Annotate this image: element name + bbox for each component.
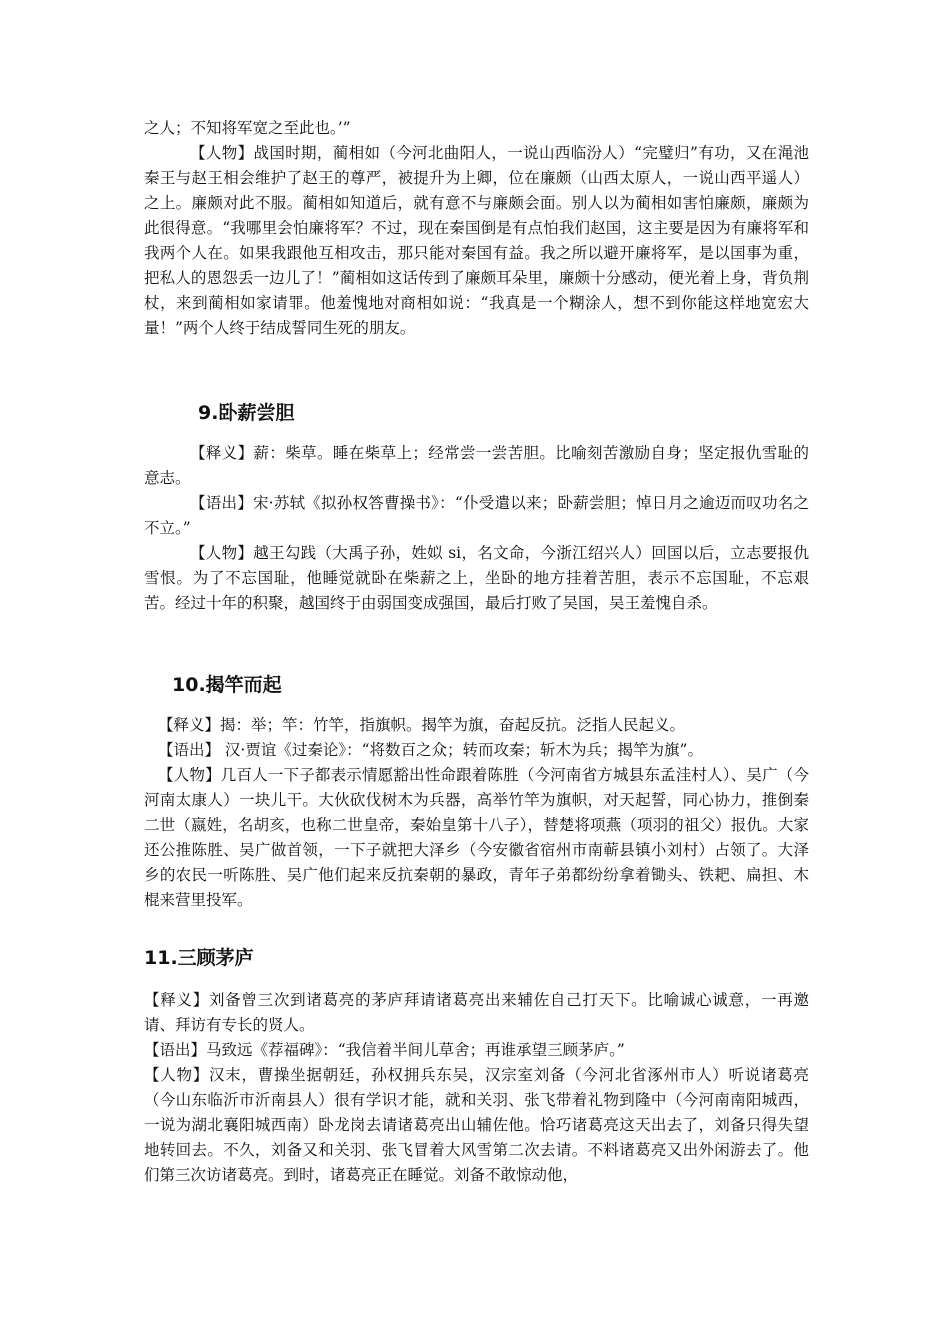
s9-number: 9. — [198, 402, 219, 424]
s11-meaning: 【释义】刘备曾三次到诸葛亮的茅庐拜请诸葛亮出来辅佐自己打天下。比喻诚心诚意，一再邀请、拜访有专长的贤人。 — [144, 991, 809, 1034]
s11-person: 【人物】汉末，曹操坐据朝廷，孙权拥兵东吴，汉宗室刘备（今河北省涿州市人）听说诸葛亮（今山东临沂市沂南县人）很有学识才能，就和关羽、张飞带着礼物到隆中（今河南南阳城西，一说为湖北襄阳城西南）卧龙岗去请诸葛亮出山辅佐他。恰巧诸葛亮这天出去了，刘备只得失望地转回去。不久，刘备又和关羽、张飞冒着大风雪第二次去请。不料诸葛亮又出外闲游去了。他们第三次访诸葛亮。到时，诸葛亮正在睡觉。刘备不敢惊动他， — [144, 1066, 809, 1184]
s10-person: 【人物】几百人一下子都表示情愿豁出性命跟着陈胜（今河南省方城县东孟洼村人）、吴广（今河南太康人）一块儿干。大伙砍伐树木为兵器，高举竹竿为旗帜，对天起誓，同心协力，推倒秦二世（嬴姓，名胡亥，也称二世皇帝，秦始皇第十八子），替楚将项燕（项羽的祖父）报仇。大家还公推陈胜、吴广做首领，一下子就把大泽乡（今安徽省宿州市南蕲县镇小刘村）占领了。大泽乡的农民一听陈胜、吴广他们起来反抗秦朝的暴政，青年子弟都纷纷拿着锄头、铁耙、扁担、木棍来营里投军。 — [144, 766, 809, 909]
s11-title: 三顾茅庐 — [177, 947, 254, 969]
s9-meaning: 【释义】薪：柴草。睡在柴草上；经常尝一尝苦胆。比喻刻苦激励自身；坚定报仇雪耻的意志。 — [144, 444, 809, 487]
s11-heading — [144, 943, 254, 970]
s9-heading — [198, 398, 294, 425]
s9-source: 【语出】宋·苏轼《拟孙权答曹操书》：“仆受遣以来；卧薪尝胆；悼日月之逾迈而叹功名之不立。” — [144, 494, 809, 537]
s8-tail: 之人；不知将军宽之至此也。’” — [144, 119, 351, 137]
s11-source: 【语出】马致远《荐福碑》：“我信着半间儿草舍；再谁承望三顾茅庐。” — [144, 1041, 625, 1059]
s9-title: 卧薪尝胆 — [218, 402, 295, 424]
s10-meaning: 【释义】揭：举；竿：竹竿，指旗帜。揭竿为旗，奋起反抗。泛指人民起义。 — [158, 716, 686, 734]
s10-heading — [172, 670, 282, 697]
s10-source: 【语出】 汉·贾谊《过秦论》：“将数百之众；转而攻秦；斩木为兵；揭竿为旗”。 — [158, 741, 703, 759]
s10-title: 揭竿而起 — [205, 674, 282, 696]
s8-person: 【人物】战国时期，蔺相如（今河北曲阳人，一说山西临汾人）“完璧归”有功，又在渑池秦王与赵王相会维护了赵王的尊严，被提升为上卿，位在廉颇（山西太原人，一说山西平遥人）之上。廉颇对此不服。蔺相如知道后，就有意不与廉颇会面。别人以为蔺相如害怕廉颇，廉颇为此很得意。“我哪里会怕廉将军？不过，现在秦国倒是有点怕我们赵国，这主要是因为有廉将军和我两个人在。如果我跟他互相攻击，那只能对秦国有益。我之所以避开廉将军，是以国事为重，把私人的恩怨丢一边儿了！”蔺相如这话传到了廉颇耳朵里，廉颇十分感动，便光着上身，背负荆杖，来到蔺相如家请罪。他羞愧地对商相如说：“我真是一个糊涂人，想不到你能这样地宽宏大量！”两个人终于结成誓同生死的朋友。 — [144, 144, 809, 337]
s9-person: 【人物】越王勾践（大禹子孙，姓姒 si，名文命，今浙江绍兴人）回国以后，立志要报仇雪恨。为了不忘国耻，他睡觉就卧在柴薪之上，坐卧的地方挂着苦胆，表示不忘国耻，不忘艰苦。经过十年的积聚，越国终于由弱国变成强国，最后打败了吴国，吴王羞愧自杀。 — [144, 544, 809, 612]
s10-number: 10. — [172, 674, 206, 696]
s11-number: 11. — [144, 947, 178, 969]
